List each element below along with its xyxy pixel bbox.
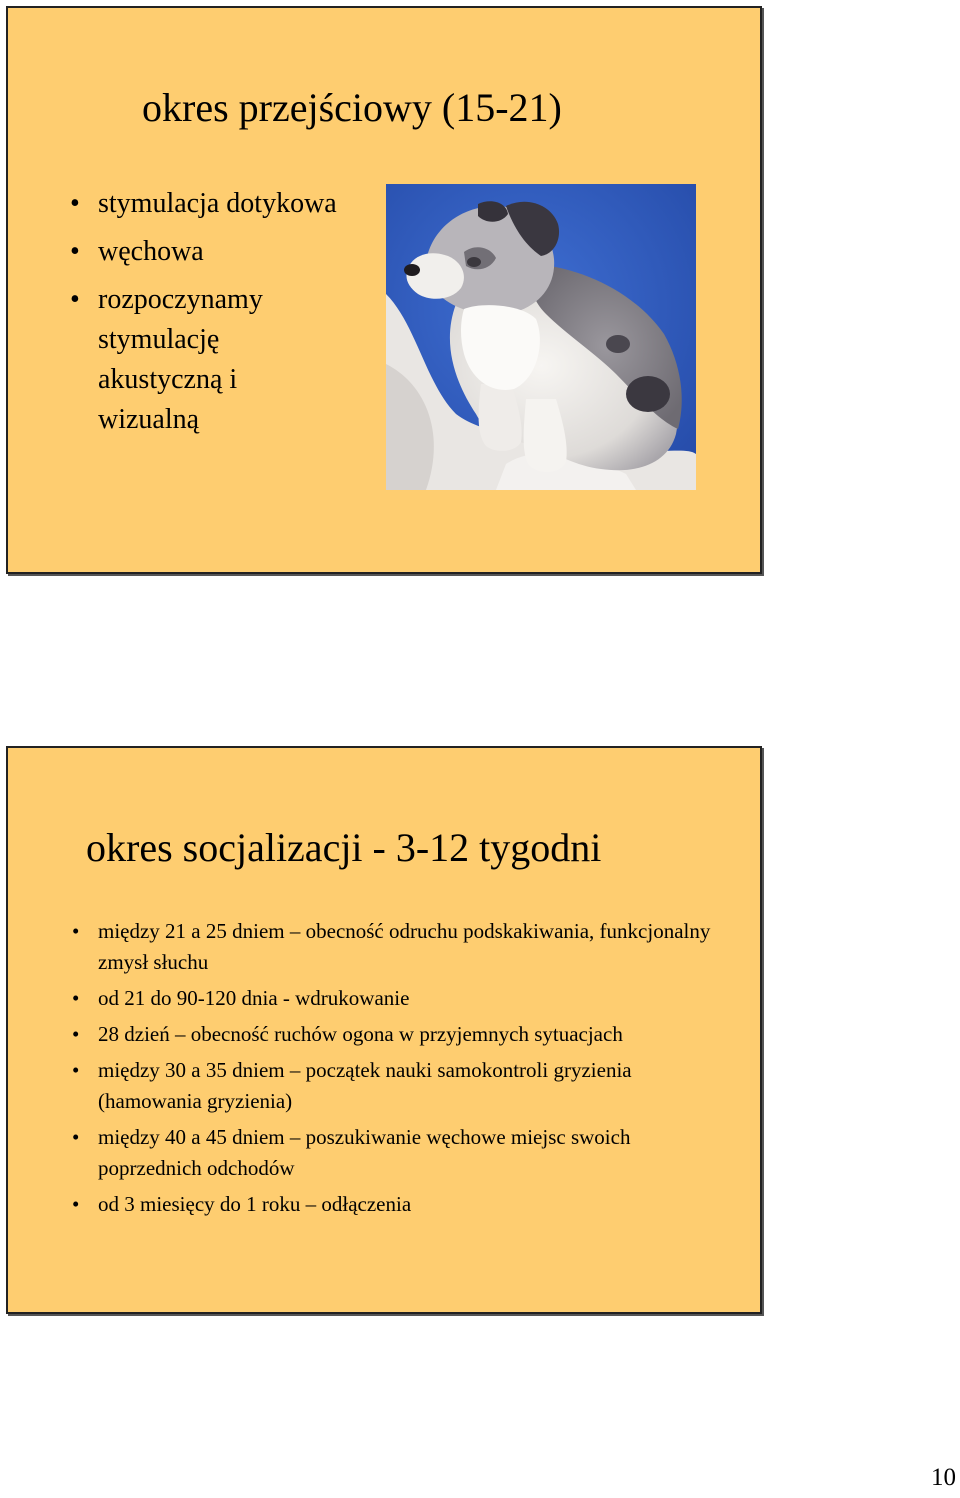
bullet-dot-icon: • (72, 1125, 80, 1149)
bullet-text: między 40 a 45 dniem – poszukiwanie węchowe miejsc swoich poprzednich odchodów (98, 1125, 631, 1180)
slide-1-bullet-list (70, 184, 338, 448)
bullet-text: 28 dzień – obecność ruchów ogona w przyjemnych sytuacjach (98, 1022, 623, 1046)
bullet-dot-icon: • (70, 236, 80, 267)
slide-2 (6, 746, 762, 1314)
slide-1 (6, 6, 762, 574)
bullet-dot-icon: • (72, 986, 80, 1010)
list-item (72, 1189, 718, 1220)
bullet-dot-icon: • (72, 1022, 80, 1046)
bullet-text: między 30 a 35 dniem – początek nauki samokontroli gryzienia (hamowania gryzienia) (98, 1058, 632, 1113)
bullet-text: rozpoczynamy stymulację akustyczną i wizualną (98, 284, 263, 435)
bullet-dot-icon: • (72, 919, 80, 943)
list-item (72, 1055, 718, 1117)
bullet-text: między 21 a 25 dniem – obecność odruchu podskakiwania, funkcjonalny zmysł słuchu (98, 919, 711, 974)
bullet-dot-icon: • (72, 1192, 80, 1216)
dark-patch (626, 376, 670, 412)
slide-1-title: okres przejściowy (15-21) (142, 85, 562, 130)
bullet-dot-icon: • (70, 188, 80, 219)
list-item (72, 983, 718, 1014)
bullet-text: od 21 do 90-120 dnia - wdrukowanie (98, 986, 410, 1010)
puppy-photo (386, 184, 696, 490)
bullet-text: od 3 miesięcy do 1 roku – odłączenia (98, 1192, 412, 1216)
bullet-text: stymulacja dotykowa (98, 188, 337, 219)
bullet-dot-icon: • (72, 1058, 80, 1082)
bullet-dot-icon: • (70, 284, 80, 315)
slide-2-title: okres socjalizacji - 3-12 tygodni (86, 825, 602, 870)
list-item (70, 280, 338, 440)
list-item (72, 916, 718, 978)
list-item (72, 1019, 718, 1050)
slide-2-bullet-list (72, 916, 718, 1225)
bullet-text: węchowa (98, 236, 204, 267)
puppy-nose (404, 264, 420, 276)
list-item (70, 232, 338, 272)
list-item (72, 1122, 718, 1184)
page-number: 10 (931, 1464, 956, 1491)
dark-patch (606, 335, 630, 353)
list-item (70, 184, 338, 224)
